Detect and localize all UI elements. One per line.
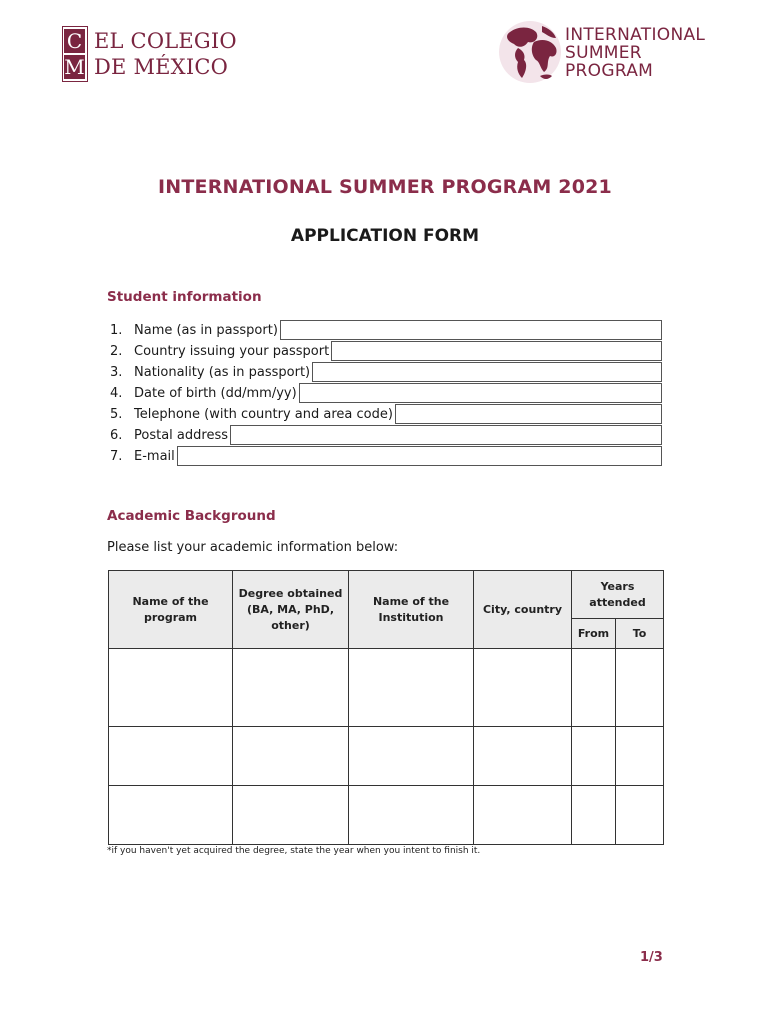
globe-icon: [496, 18, 564, 86]
header-years-attended: [572, 571, 664, 619]
table-cell-to[interactable]: [616, 649, 664, 727]
header-degree-line3: other): [271, 618, 310, 632]
field-row-email: [110, 446, 662, 466]
header-institution-line2: Institution: [378, 610, 444, 624]
header-program-line2: program: [143, 610, 198, 624]
header-degree-line2: (BA, MA, PhD,: [246, 602, 334, 616]
academic-table: [108, 570, 664, 845]
field-row-date-of-birth: [110, 383, 662, 403]
table-row: [109, 786, 664, 845]
academic-background-heading: Academic Background: [107, 508, 276, 524]
isp-name-line2: SUMMER: [565, 43, 642, 63]
cm-monogram: [62, 26, 88, 82]
table-cell-from[interactable]: [572, 649, 616, 727]
table-row: [109, 649, 664, 727]
field-label-telephone: Telephone (with country and area code): [134, 406, 393, 422]
field-number: 5.: [110, 406, 123, 422]
name-input[interactable]: [280, 320, 662, 340]
table-cell-to[interactable]: [616, 786, 664, 845]
field-number: 2.: [110, 343, 123, 359]
table-cell-degree[interactable]: [233, 727, 349, 786]
postal-address-input[interactable]: [230, 425, 662, 445]
monogram-letter-c: C: [64, 29, 85, 53]
field-number: 4.: [110, 385, 123, 401]
degree-footnote: *if you haven't yet acquired the degree, state the year when you intent to finish it.: [107, 846, 481, 856]
field-number: 7.: [110, 448, 123, 464]
field-row-name: [110, 320, 662, 340]
table-cell-program[interactable]: [109, 786, 233, 845]
table-cell-to[interactable]: [616, 727, 664, 786]
nationality-input[interactable]: [312, 362, 662, 382]
field-number: 3.: [110, 364, 123, 380]
field-label-name: Name (as in passport): [134, 322, 278, 338]
table-cell-institution[interactable]: [349, 649, 474, 727]
field-label-passport-country: Country issuing your passport: [134, 343, 330, 359]
header-years-line2: attended: [589, 595, 646, 609]
header-from: From: [572, 619, 616, 649]
field-label-nationality: Nationality (as in passport): [134, 364, 311, 380]
table-cell-degree[interactable]: [233, 649, 349, 727]
page-title: INTERNATIONAL SUMMER PROGRAM 2021: [158, 176, 612, 198]
table-row: [109, 727, 664, 786]
field-label-email: E-mail: [134, 448, 175, 464]
academic-intro-text: Please list your academic information below:: [107, 540, 399, 555]
header-institution-line1: Name of the: [372, 594, 450, 608]
header-institution: [349, 571, 474, 649]
header-years-line1: Years: [600, 579, 635, 593]
table-cell-program[interactable]: [109, 727, 233, 786]
header-degree-line1: Degree obtained: [238, 586, 343, 600]
field-row-passport-country: [110, 341, 662, 361]
header-city-country: City, country: [474, 571, 572, 649]
isp-name-line3: PROGRAM: [565, 61, 654, 81]
telephone-input[interactable]: [395, 404, 662, 424]
page-number: 1/3: [640, 950, 663, 965]
table-cell-degree[interactable]: [233, 786, 349, 845]
field-label-date-of-birth: Date of birth (dd/mm/yy): [134, 385, 297, 401]
field-row-nationality: [110, 362, 662, 382]
isp-name-line1: INTERNATIONAL: [565, 25, 706, 45]
table-cell-institution[interactable]: [349, 786, 474, 845]
table-cell-institution[interactable]: [349, 727, 474, 786]
table-cell-from[interactable]: [572, 786, 616, 845]
monogram-letter-m: M: [64, 55, 85, 79]
field-number: 6.: [110, 427, 123, 443]
date-of-birth-input[interactable]: [299, 383, 662, 403]
header-program-line1: Name of the: [132, 594, 209, 608]
field-number: 1.: [110, 322, 123, 338]
header-degree: [233, 571, 349, 649]
passport-country-input[interactable]: [331, 341, 662, 361]
field-row-telephone: [110, 404, 662, 424]
colmex-name-line1: EL COLEGIO: [94, 29, 237, 53]
header-to: To: [616, 619, 664, 649]
field-label-postal-address: Postal address: [134, 427, 228, 443]
table-cell-city[interactable]: [474, 786, 572, 845]
colmex-name-line2: DE MÉXICO: [94, 55, 229, 79]
colmex-logo: [62, 26, 252, 84]
field-row-postal-address: [110, 425, 662, 445]
email-input[interactable]: [177, 446, 662, 466]
form-title: APPLICATION FORM: [290, 226, 480, 246]
table-cell-city[interactable]: [474, 727, 572, 786]
header-program-name: [109, 571, 233, 649]
isp-logo: [496, 18, 746, 90]
student-info-heading: Student information: [107, 289, 262, 305]
table-cell-from[interactable]: [572, 727, 616, 786]
table-cell-city[interactable]: [474, 649, 572, 727]
table-cell-program[interactable]: [109, 649, 233, 727]
